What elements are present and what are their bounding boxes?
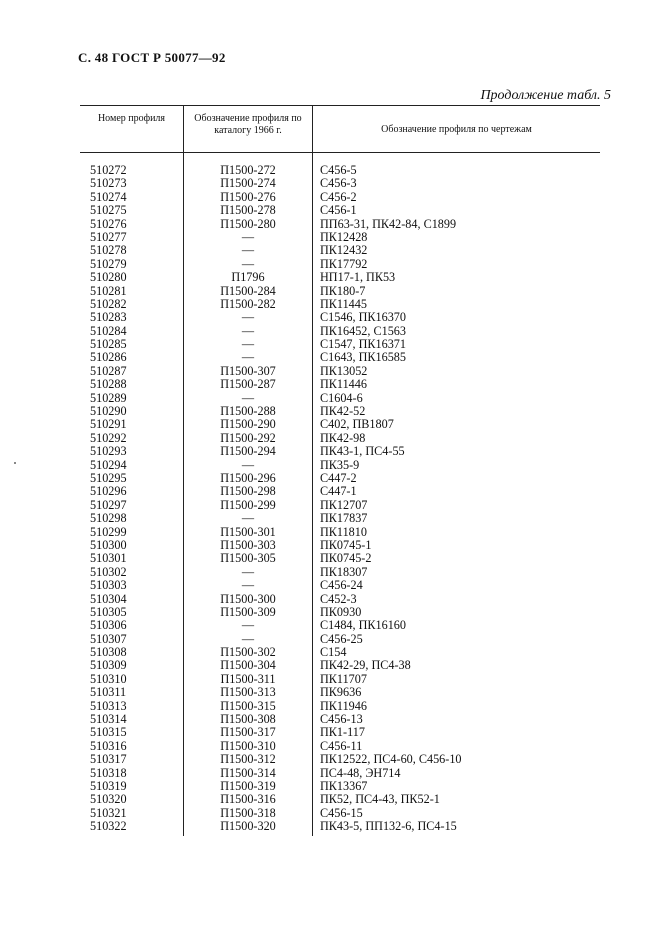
cell-catalog-designation: П1500-290 — [220, 417, 276, 432]
cell-catalog-designation: П1500-317 — [220, 725, 276, 740]
cell-catalog-designation: П1500-310 — [220, 738, 276, 753]
cell-catalog-designation: — — [241, 511, 255, 526]
cell-catalog-designation: П1500-307 — [220, 363, 276, 378]
cell-drawing-designation: ПС4-48, ЭН714 — [320, 765, 401, 780]
table-row — [80, 338, 600, 351]
cell-profile-number: 510315 — [90, 725, 127, 740]
cell-profile-number: 510289 — [90, 390, 127, 405]
cell-catalog-designation: П1500-313 — [220, 685, 276, 700]
cell-drawing-designation: С456-15 — [320, 805, 363, 820]
table-row — [80, 285, 600, 298]
table-row — [80, 177, 600, 190]
cell-catalog-designation: П1500-272 — [220, 163, 276, 177]
page-header: С. 48 ГОСТ Р 50077—92 — [78, 50, 226, 65]
cell-profile-number: 510281 — [90, 283, 127, 298]
cell-profile-number: 510285 — [90, 337, 127, 352]
cell-drawing-designation: ПП63-31, ПК42-84, С1899 — [320, 216, 457, 231]
cell-catalog-designation: П1500-300 — [220, 591, 276, 606]
table-row — [80, 432, 600, 445]
cell-profile-number: 510303 — [90, 578, 127, 593]
cell-profile-number: 510294 — [90, 457, 127, 472]
table-row — [80, 539, 600, 552]
cell-profile-number: 510288 — [90, 377, 127, 392]
cell-catalog-designation: П1500-296 — [220, 470, 276, 485]
cell-drawing-designation: ПК42-52 — [320, 404, 366, 419]
cell-catalog-designation: П1500-278 — [220, 203, 276, 218]
cell-catalog-designation: П1500-298 — [220, 484, 276, 499]
cell-drawing-designation: С447-1 — [320, 484, 357, 499]
cell-drawing-designation: ПК0930 — [320, 604, 362, 619]
cell-profile-number: 510302 — [90, 564, 127, 579]
table-row — [80, 378, 600, 391]
table-row — [80, 405, 600, 418]
scan-speck — [14, 462, 16, 464]
cell-profile-number: 510301 — [90, 551, 127, 566]
table-row — [80, 579, 600, 592]
cell-drawing-designation: ПК11707 — [320, 671, 367, 686]
cell-profile-number: 510291 — [90, 417, 127, 432]
cell-profile-number: 510310 — [90, 671, 127, 686]
table-row — [80, 740, 600, 753]
cell-drawing-designation: ПК17837 — [320, 511, 368, 526]
column-header-catalog: Обозначение профиля по каталогу 1966 г. — [194, 113, 302, 136]
cell-drawing-designation: ПК11946 — [320, 698, 367, 713]
cell-drawing-designation: ПК13367 — [320, 778, 368, 793]
cell-drawing-designation: С456-13 — [320, 712, 363, 727]
cell-catalog-designation: П1500-311 — [220, 671, 276, 686]
cell-profile-number: 510316 — [90, 738, 127, 753]
table-row — [80, 164, 600, 177]
table-row — [80, 445, 600, 458]
cell-drawing-designation: С1546, ПК16370 — [320, 310, 406, 325]
table-row — [80, 726, 600, 739]
cell-drawing-designation: ПК0745-2 — [320, 551, 372, 566]
table-header-rule — [80, 152, 600, 153]
cell-profile-number: 510319 — [90, 778, 127, 793]
cell-drawing-designation: ПК0745-1 — [320, 537, 372, 552]
cell-drawing-designation: ПК43-1, ПС4-55 — [320, 444, 405, 459]
table-row — [80, 392, 600, 405]
cell-drawing-designation: С154 — [320, 645, 347, 660]
cell-profile-number: 510296 — [90, 484, 127, 499]
cell-catalog-designation: П1500-282 — [220, 296, 276, 311]
cell-profile-number: 510309 — [90, 658, 127, 673]
table-row — [80, 606, 600, 619]
table-row — [80, 218, 600, 231]
cell-profile-number: 510299 — [90, 524, 127, 539]
cell-profile-number: 510290 — [90, 404, 127, 419]
cell-drawing-designation: ПК35-9 — [320, 457, 360, 472]
cell-catalog-designation: П1500-315 — [220, 698, 276, 713]
table-row — [80, 258, 600, 271]
cell-profile-number: 510308 — [90, 645, 127, 660]
cell-drawing-designation: ПК17792 — [320, 256, 368, 271]
cell-profile-number: 510272 — [90, 163, 127, 177]
cell-catalog-designation: П1500-302 — [220, 645, 276, 660]
cell-catalog-designation: П1500-320 — [220, 819, 276, 834]
cell-drawing-designation: С456-1 — [320, 203, 357, 218]
cell-drawing-designation: ПК12432 — [320, 243, 368, 258]
cell-drawing-designation: С452-3 — [320, 591, 357, 606]
table-row — [80, 753, 600, 766]
table-row — [80, 298, 600, 311]
cell-catalog-designation: П1500-287 — [220, 377, 276, 392]
cell-drawing-designation: ПК12428 — [320, 229, 368, 244]
cell-profile-number: 510317 — [90, 752, 127, 767]
table-row — [80, 566, 600, 579]
cell-drawing-designation: С447-2 — [320, 470, 357, 485]
table-row — [80, 700, 600, 713]
cell-profile-number: 510277 — [90, 229, 127, 244]
cell-catalog-designation: — — [241, 337, 255, 352]
cell-profile-number: 510284 — [90, 323, 127, 338]
cell-profile-number: 510276 — [90, 216, 127, 231]
cell-drawing-designation: С456-5 — [320, 163, 357, 177]
cell-drawing-designation: С1604-6 — [320, 390, 363, 405]
cell-profile-number: 510293 — [90, 444, 127, 459]
cell-drawing-designation: ПК42-29, ПС4-38 — [320, 658, 411, 673]
cell-profile-number: 510282 — [90, 296, 127, 311]
cell-profile-number: 510295 — [90, 470, 127, 485]
cell-drawing-designation: С1547, ПК16371 — [320, 337, 406, 352]
table-row — [80, 820, 600, 833]
cell-catalog-designation: П1500-314 — [220, 765, 276, 780]
cell-drawing-designation: ПК11810 — [320, 524, 367, 539]
cell-catalog-designation: П1500-319 — [220, 778, 276, 793]
table-row — [80, 646, 600, 659]
cell-drawing-designation: С456-2 — [320, 189, 357, 204]
table-row — [80, 231, 600, 244]
cell-profile-number: 510318 — [90, 765, 127, 780]
cell-catalog-designation: — — [241, 229, 255, 244]
cell-catalog-designation: П1796 — [231, 270, 265, 285]
table-row — [80, 485, 600, 498]
table-row — [80, 244, 600, 257]
cell-catalog-designation: П1500-284 — [220, 283, 276, 298]
cell-catalog-designation: П1500-318 — [220, 805, 276, 820]
table-row — [80, 418, 600, 431]
table-row — [80, 351, 600, 364]
cell-catalog-designation: П1500-280 — [220, 216, 276, 231]
cell-catalog-designation: П1500-301 — [220, 524, 276, 539]
cell-catalog-designation: — — [241, 618, 255, 633]
table-row — [80, 325, 600, 338]
cell-profile-number: 510278 — [90, 243, 127, 258]
cell-catalog-designation: — — [241, 256, 255, 271]
column-header-number: Номер профиля — [97, 113, 166, 124]
cell-catalog-designation: — — [241, 631, 255, 646]
table-row — [80, 204, 600, 217]
cell-drawing-designation: С456-3 — [320, 176, 357, 191]
cell-catalog-designation: П1500-303 — [220, 537, 276, 552]
cell-catalog-designation: — — [241, 310, 255, 325]
cell-drawing-designation: ПК13052 — [320, 363, 368, 378]
table-row — [80, 526, 600, 539]
cell-drawing-designation: ПК12707 — [320, 497, 368, 512]
table-body — [80, 164, 600, 834]
cell-profile-number: 510314 — [90, 712, 127, 727]
cell-drawing-designation: ПК11445 — [320, 296, 367, 311]
cell-catalog-designation: — — [241, 457, 255, 472]
table-row — [80, 619, 600, 632]
cell-profile-number: 510300 — [90, 537, 127, 552]
cell-profile-number: 510320 — [90, 792, 127, 807]
cell-profile-number: 510313 — [90, 698, 127, 713]
cell-profile-number: 510273 — [90, 176, 127, 191]
cell-catalog-designation: — — [241, 390, 255, 405]
cell-catalog-designation: — — [241, 578, 255, 593]
table-row — [80, 767, 600, 780]
cell-catalog-designation: П1500-312 — [220, 752, 276, 767]
cell-profile-number: 510311 — [90, 685, 127, 700]
cell-drawing-designation: ПК180-7 — [320, 283, 366, 298]
cell-catalog-designation: П1500-304 — [220, 658, 276, 673]
cell-drawing-designation: С1643, ПК16585 — [320, 350, 406, 365]
cell-profile-number: 510274 — [90, 189, 127, 204]
table-row — [80, 780, 600, 793]
cell-drawing-designation: С456-11 — [320, 738, 363, 753]
table-row — [80, 807, 600, 820]
table-row — [80, 365, 600, 378]
cell-profile-number: 510306 — [90, 618, 127, 633]
cell-catalog-designation: — — [241, 323, 255, 338]
cell-profile-number: 510286 — [90, 350, 127, 365]
cell-drawing-designation: С456-25 — [320, 631, 363, 646]
cell-profile-number: 510307 — [90, 631, 127, 646]
table-row — [80, 633, 600, 646]
cell-catalog-designation: П1500-276 — [220, 189, 276, 204]
table-row — [80, 673, 600, 686]
cell-profile-number: 510305 — [90, 604, 127, 619]
cell-catalog-designation: П1500-274 — [220, 176, 276, 191]
table-row — [80, 593, 600, 606]
cell-catalog-designation: П1500-288 — [220, 404, 276, 419]
cell-catalog-designation: П1500-292 — [220, 430, 276, 445]
cell-catalog-designation: П1500-294 — [220, 444, 276, 459]
cell-drawing-designation: ПК52, ПС4-43, ПК52-1 — [320, 792, 440, 807]
cell-drawing-designation: ПК1-117 — [320, 725, 365, 740]
table-continuation-label: Продолжение табл. 5 — [480, 88, 611, 103]
cell-drawing-designation: ПК18307 — [320, 564, 368, 579]
cell-catalog-designation: — — [241, 350, 255, 365]
table-row — [80, 311, 600, 324]
cell-catalog-designation: П1500-309 — [220, 604, 276, 619]
cell-profile-number: 510280 — [90, 270, 127, 285]
cell-drawing-designation: ПК42-98 — [320, 430, 366, 445]
cell-catalog-designation: П1500-299 — [220, 497, 276, 512]
cell-profile-number: 510292 — [90, 430, 127, 445]
cell-profile-number: 510275 — [90, 203, 127, 218]
table-row — [80, 499, 600, 512]
cell-profile-number: 510304 — [90, 591, 127, 606]
table-row — [80, 552, 600, 565]
cell-profile-number: 510322 — [90, 819, 127, 834]
table-row — [80, 686, 600, 699]
column-header-drawing: Обозначение профиля по чертежам — [381, 124, 532, 135]
cell-drawing-designation: ПК11446 — [320, 377, 367, 392]
table-row — [80, 659, 600, 672]
cell-catalog-designation: П1500-316 — [220, 792, 276, 807]
cell-drawing-designation: С402, ПВ1807 — [320, 417, 394, 432]
table-row — [80, 793, 600, 806]
cell-drawing-designation: С456-24 — [320, 578, 363, 593]
cell-catalog-designation: — — [241, 243, 255, 258]
cell-catalog-designation: П1500-305 — [220, 551, 276, 566]
cell-catalog-designation: — — [241, 564, 255, 579]
cell-profile-number: 510287 — [90, 363, 127, 378]
cell-drawing-designation: НП17-1, ПК53 — [320, 270, 396, 285]
cell-profile-number: 510321 — [90, 805, 127, 820]
cell-profile-number: 510283 — [90, 310, 127, 325]
table-row — [80, 713, 600, 726]
table-row — [80, 459, 600, 472]
cell-drawing-designation: ПК12522, ПС4-60, С456-10 — [320, 752, 462, 767]
cell-drawing-designation: ПК16452, С1563 — [320, 323, 406, 338]
cell-profile-number: 510279 — [90, 256, 127, 271]
cell-catalog-designation: П1500-308 — [220, 712, 276, 727]
cell-drawing-designation: ПК43-5, ПП132-6, ПС4-15 — [320, 819, 457, 834]
cell-drawing-designation: С1484, ПК16160 — [320, 618, 406, 633]
table-row — [80, 191, 600, 204]
cell-profile-number: 510298 — [90, 511, 127, 526]
table-row — [80, 472, 600, 485]
cell-profile-number: 510297 — [90, 497, 127, 512]
table-row — [80, 271, 600, 284]
table-row — [80, 512, 600, 525]
cell-drawing-designation: ПК9636 — [320, 685, 362, 700]
table-top-rule — [80, 105, 600, 106]
